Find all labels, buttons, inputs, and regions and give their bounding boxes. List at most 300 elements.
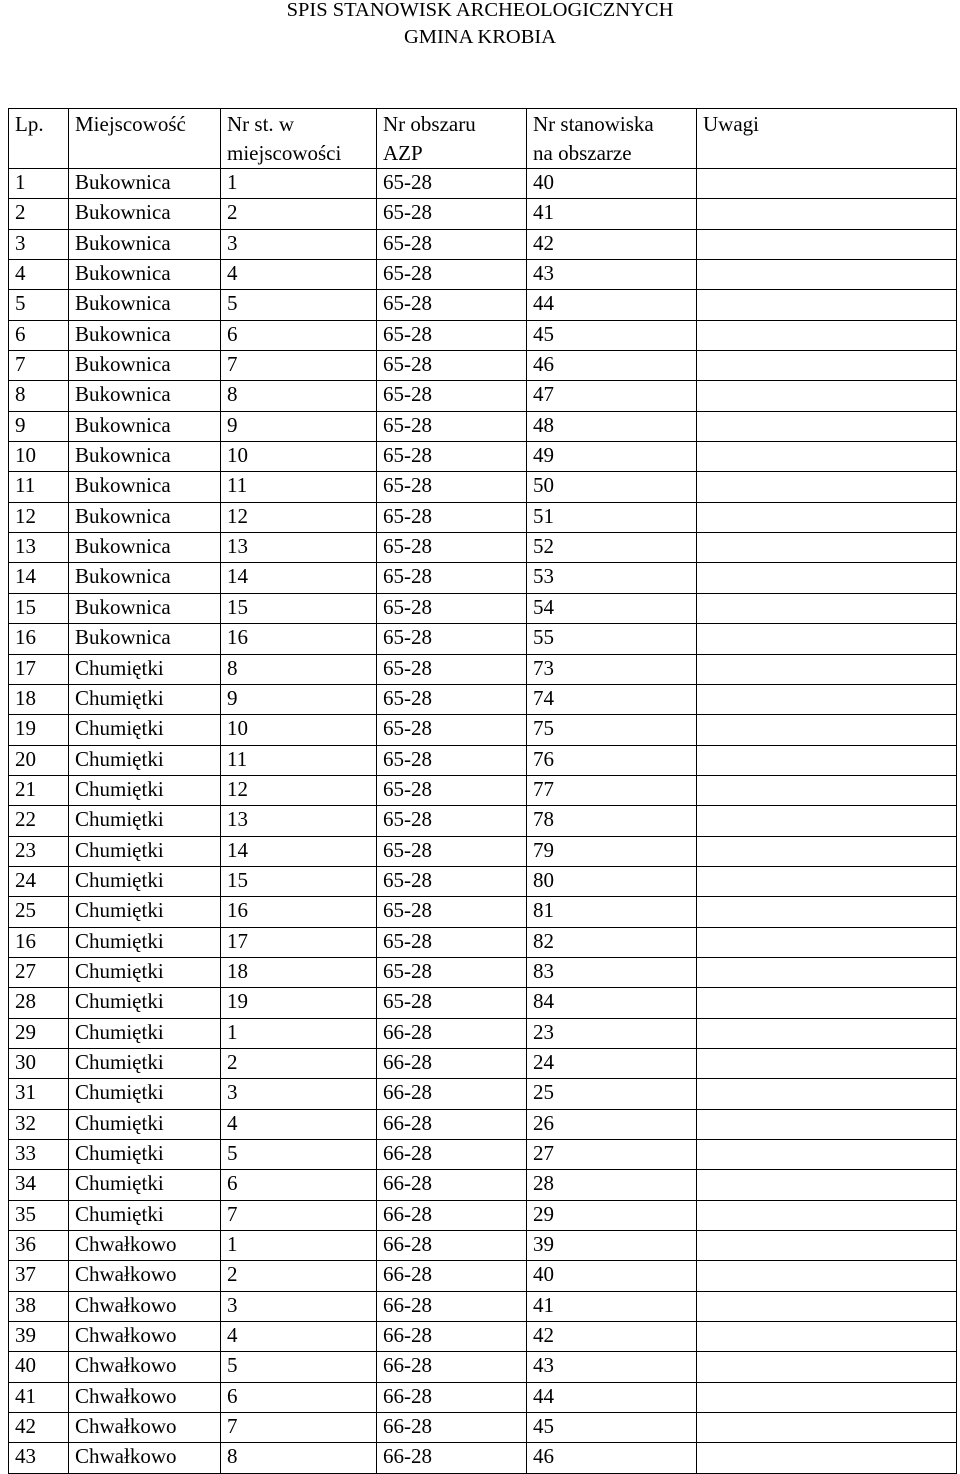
cell-nr-stanowiska: 43 (527, 1352, 697, 1382)
cell-nr-obszaru: 66-28 (377, 1382, 527, 1412)
cell-uwagi (697, 442, 957, 472)
cell-nr-st: 19 (221, 988, 377, 1018)
cell-nr-stanowiska: 73 (527, 654, 697, 684)
cell-lp: 23 (9, 836, 69, 866)
cell-nr-st: 17 (221, 927, 377, 957)
cell-miejscowosc: Chumiętki (69, 745, 221, 775)
cell-nr-stanowiska: 40 (527, 169, 697, 199)
cell-nr-stanowiska: 50 (527, 472, 697, 502)
cell-nr-stanowiska: 83 (527, 957, 697, 987)
cell-nr-st: 8 (221, 1443, 377, 1473)
cell-nr-obszaru: 65-28 (377, 988, 527, 1018)
cell-lp: 24 (9, 866, 69, 896)
cell-nr-st: 11 (221, 472, 377, 502)
cell-nr-obszaru: 65-28 (377, 320, 527, 350)
cell-nr-stanowiska: 25 (527, 1079, 697, 1109)
cell-nr-obszaru: 65-28 (377, 290, 527, 320)
cell-miejscowosc: Bukownica (69, 442, 221, 472)
cell-nr-obszaru: 65-28 (377, 563, 527, 593)
cell-nr-obszaru: 65-28 (377, 411, 527, 441)
cell-nr-stanowiska: 51 (527, 502, 697, 532)
table-row (9, 1231, 957, 1261)
cell-lp: 8 (9, 381, 69, 411)
cell-lp: 11 (9, 472, 69, 502)
cell-nr-st: 13 (221, 806, 377, 836)
cell-uwagi (697, 593, 957, 623)
table-row (9, 866, 957, 896)
cell-nr-obszaru: 65-28 (377, 624, 527, 654)
table-row (9, 1109, 957, 1139)
cell-uwagi (697, 836, 957, 866)
cell-nr-st: 3 (221, 1291, 377, 1321)
cell-lp: 43 (9, 1443, 69, 1473)
cell-nr-st: 15 (221, 866, 377, 896)
cell-nr-st: 5 (221, 1352, 377, 1382)
table-row (9, 715, 957, 745)
header-nr-stanowiska-line1: Nr stanowiska (533, 112, 654, 136)
cell-miejscowosc: Chumiętki (69, 957, 221, 987)
header-nr-obszaru-line1: Nr obszaru (383, 112, 476, 136)
cell-lp: 40 (9, 1352, 69, 1382)
cell-lp: 12 (9, 502, 69, 532)
cell-nr-obszaru: 65-28 (377, 897, 527, 927)
cell-nr-st: 6 (221, 1382, 377, 1412)
table-row (9, 320, 957, 350)
cell-nr-obszaru: 66-28 (377, 1291, 527, 1321)
cell-nr-stanowiska: 52 (527, 533, 697, 563)
cell-miejscowosc: Chumiętki (69, 927, 221, 957)
cell-uwagi (697, 260, 957, 290)
cell-uwagi (697, 654, 957, 684)
cell-lp: 32 (9, 1109, 69, 1139)
cell-miejscowosc: Chwałkowo (69, 1231, 221, 1261)
table-row (9, 593, 957, 623)
cell-nr-obszaru: 66-28 (377, 1261, 527, 1291)
cell-lp: 17 (9, 654, 69, 684)
cell-nr-stanowiska: 29 (527, 1200, 697, 1230)
header-nr-obszaru (377, 109, 527, 169)
cell-nr-stanowiska: 76 (527, 745, 697, 775)
cell-nr-st: 13 (221, 533, 377, 563)
sites-table (8, 108, 957, 1474)
cell-miejscowosc: Chwałkowo (69, 1322, 221, 1352)
cell-miejscowosc: Chwałkowo (69, 1352, 221, 1382)
cell-nr-obszaru: 65-28 (377, 684, 527, 714)
cell-nr-obszaru: 66-28 (377, 1413, 527, 1443)
cell-nr-stanowiska: 40 (527, 1261, 697, 1291)
cell-nr-st: 1 (221, 169, 377, 199)
cell-nr-stanowiska: 26 (527, 1109, 697, 1139)
cell-nr-obszaru: 65-28 (377, 745, 527, 775)
cell-nr-st: 18 (221, 957, 377, 987)
cell-miejscowosc: Bukownica (69, 472, 221, 502)
cell-nr-st: 12 (221, 775, 377, 805)
cell-uwagi (697, 957, 957, 987)
cell-nr-obszaru: 65-28 (377, 654, 527, 684)
cell-uwagi (697, 1200, 957, 1230)
table-row (9, 260, 957, 290)
cell-uwagi (697, 563, 957, 593)
cell-lp: 5 (9, 290, 69, 320)
cell-uwagi (697, 897, 957, 927)
cell-nr-st: 3 (221, 1079, 377, 1109)
cell-uwagi (697, 1352, 957, 1382)
cell-miejscowosc: Chumiętki (69, 988, 221, 1018)
cell-nr-stanowiska: 44 (527, 1382, 697, 1412)
cell-miejscowosc: Chumiętki (69, 654, 221, 684)
table-row (9, 563, 957, 593)
cell-lp: 4 (9, 260, 69, 290)
cell-uwagi (697, 866, 957, 896)
cell-lp: 22 (9, 806, 69, 836)
cell-nr-stanowiska: 27 (527, 1140, 697, 1170)
cell-uwagi (697, 806, 957, 836)
cell-nr-st: 4 (221, 260, 377, 290)
cell-uwagi (697, 1079, 957, 1109)
table-row (9, 1200, 957, 1230)
cell-nr-obszaru: 65-28 (377, 836, 527, 866)
cell-lp: 21 (9, 775, 69, 805)
cell-nr-stanowiska: 44 (527, 290, 697, 320)
cell-lp: 35 (9, 1200, 69, 1230)
cell-miejscowosc: Chumiętki (69, 1170, 221, 1200)
cell-uwagi (697, 1170, 957, 1200)
cell-nr-st: 10 (221, 442, 377, 472)
table-row (9, 806, 957, 836)
cell-lp: 29 (9, 1018, 69, 1048)
cell-lp: 6 (9, 320, 69, 350)
cell-lp: 16 (9, 624, 69, 654)
cell-nr-obszaru: 65-28 (377, 502, 527, 532)
cell-miejscowosc: Chumiętki (69, 1079, 221, 1109)
cell-nr-obszaru: 65-28 (377, 169, 527, 199)
cell-uwagi (697, 1048, 957, 1078)
cell-lp: 13 (9, 533, 69, 563)
cell-nr-stanowiska: 42 (527, 229, 697, 259)
table-row (9, 775, 957, 805)
cell-nr-st: 16 (221, 897, 377, 927)
cell-miejscowosc: Bukownica (69, 260, 221, 290)
cell-nr-st: 8 (221, 381, 377, 411)
table-row (9, 988, 957, 1018)
cell-lp: 33 (9, 1140, 69, 1170)
cell-nr-obszaru: 66-28 (377, 1048, 527, 1078)
cell-nr-st: 2 (221, 1048, 377, 1078)
cell-lp: 14 (9, 563, 69, 593)
cell-nr-obszaru: 65-28 (377, 957, 527, 987)
cell-nr-obszaru: 66-28 (377, 1109, 527, 1139)
cell-miejscowosc: Bukownica (69, 320, 221, 350)
cell-nr-obszaru: 66-28 (377, 1352, 527, 1382)
table-row (9, 897, 957, 927)
table-row (9, 502, 957, 532)
cell-nr-stanowiska: 39 (527, 1231, 697, 1261)
table-row (9, 1322, 957, 1352)
table-row (9, 957, 957, 987)
cell-nr-stanowiska: 24 (527, 1048, 697, 1078)
cell-nr-obszaru: 65-28 (377, 199, 527, 229)
cell-uwagi (697, 229, 957, 259)
table-row (9, 533, 957, 563)
table-row (9, 654, 957, 684)
cell-nr-st: 15 (221, 593, 377, 623)
cell-lp: 42 (9, 1413, 69, 1443)
header-miejscowosc (69, 109, 221, 169)
cell-lp: 19 (9, 715, 69, 745)
cell-nr-stanowiska: 47 (527, 381, 697, 411)
table-row (9, 351, 957, 381)
cell-nr-obszaru: 66-28 (377, 1140, 527, 1170)
cell-lp: 28 (9, 988, 69, 1018)
table-row (9, 684, 957, 714)
cell-nr-obszaru: 65-28 (377, 866, 527, 896)
cell-uwagi (697, 624, 957, 654)
table-row (9, 1018, 957, 1048)
table-row (9, 472, 957, 502)
cell-lp: 34 (9, 1170, 69, 1200)
cell-miejscowosc: Bukownica (69, 229, 221, 259)
cell-miejscowosc: Chumiętki (69, 1018, 221, 1048)
cell-nr-st: 5 (221, 1140, 377, 1170)
cell-miejscowosc: Bukownica (69, 381, 221, 411)
document-title: SPIS STANOWISK ARCHEOLOGICZNYCH (286, 0, 674, 21)
cell-nr-st: 12 (221, 502, 377, 532)
cell-nr-st: 4 (221, 1109, 377, 1139)
cell-nr-stanowiska: 23 (527, 1018, 697, 1048)
cell-nr-stanowiska: 82 (527, 927, 697, 957)
cell-miejscowosc: Chumiętki (69, 836, 221, 866)
cell-nr-obszaru: 66-28 (377, 1170, 527, 1200)
cell-nr-st: 1 (221, 1231, 377, 1261)
cell-nr-obszaru: 65-28 (377, 715, 527, 745)
cell-lp: 9 (9, 411, 69, 441)
cell-miejscowosc: Bukownica (69, 199, 221, 229)
cell-miejscowosc: Bukownica (69, 563, 221, 593)
cell-miejscowosc: Bukownica (69, 533, 221, 563)
table-row (9, 1382, 957, 1412)
table-row (9, 927, 957, 957)
cell-nr-stanowiska: 45 (527, 1413, 697, 1443)
table-row (9, 229, 957, 259)
cell-uwagi (697, 533, 957, 563)
cell-nr-stanowiska: 74 (527, 684, 697, 714)
cell-lp: 27 (9, 957, 69, 987)
cell-nr-stanowiska: 77 (527, 775, 697, 805)
cell-uwagi (697, 169, 957, 199)
cell-uwagi (697, 502, 957, 532)
cell-uwagi (697, 290, 957, 320)
cell-miejscowosc: Chumiętki (69, 684, 221, 714)
cell-nr-obszaru: 65-28 (377, 593, 527, 623)
table-row (9, 1291, 957, 1321)
header-uwagi-line1: Uwagi (703, 112, 759, 136)
header-nr-st-line1: Nr st. w (227, 112, 295, 136)
cell-uwagi (697, 199, 957, 229)
cell-uwagi (697, 1261, 957, 1291)
table-row (9, 1048, 957, 1078)
cell-uwagi (697, 1018, 957, 1048)
cell-lp: 41 (9, 1382, 69, 1412)
cell-miejscowosc: Chumiętki (69, 775, 221, 805)
cell-nr-stanowiska: 53 (527, 563, 697, 593)
cell-uwagi (697, 927, 957, 957)
cell-lp: 25 (9, 897, 69, 927)
cell-nr-obszaru: 65-28 (377, 351, 527, 381)
header-nr-st-line2: miejscowości (227, 141, 342, 165)
cell-nr-st: 14 (221, 563, 377, 593)
cell-miejscowosc: Chwałkowo (69, 1443, 221, 1473)
cell-miejscowosc: Bukownica (69, 351, 221, 381)
cell-lp: 18 (9, 684, 69, 714)
table-row (9, 1352, 957, 1382)
cell-uwagi (697, 1322, 957, 1352)
cell-nr-stanowiska: 46 (527, 351, 697, 381)
cell-uwagi (697, 775, 957, 805)
cell-nr-st: 10 (221, 715, 377, 745)
cell-nr-stanowiska: 80 (527, 866, 697, 896)
table-row (9, 1140, 957, 1170)
cell-nr-obszaru: 65-28 (377, 472, 527, 502)
cell-lp: 1 (9, 169, 69, 199)
cell-nr-obszaru: 65-28 (377, 381, 527, 411)
cell-nr-st: 9 (221, 411, 377, 441)
table-header-row (9, 109, 957, 169)
cell-nr-stanowiska: 54 (527, 593, 697, 623)
table-row (9, 1443, 957, 1473)
header-lp (9, 109, 69, 169)
cell-lp: 38 (9, 1291, 69, 1321)
cell-miejscowosc: Bukownica (69, 411, 221, 441)
cell-nr-obszaru: 65-28 (377, 260, 527, 290)
table-body (9, 169, 957, 1474)
cell-miejscowosc: Chumiętki (69, 1200, 221, 1230)
cell-nr-stanowiska: 45 (527, 320, 697, 350)
table-row (9, 442, 957, 472)
table-row (9, 1079, 957, 1109)
cell-miejscowosc: Chumiętki (69, 866, 221, 896)
cell-nr-obszaru: 66-28 (377, 1079, 527, 1109)
cell-miejscowosc: Bukownica (69, 502, 221, 532)
cell-nr-stanowiska: 46 (527, 1443, 697, 1473)
cell-nr-st: 9 (221, 684, 377, 714)
cell-uwagi (697, 1140, 957, 1170)
cell-nr-stanowiska: 78 (527, 806, 697, 836)
cell-miejscowosc: Bukownica (69, 624, 221, 654)
cell-uwagi (697, 381, 957, 411)
cell-lp: 37 (9, 1261, 69, 1291)
cell-miejscowosc: Chumiętki (69, 806, 221, 836)
cell-nr-obszaru: 65-28 (377, 229, 527, 259)
cell-miejscowosc: Bukownica (69, 290, 221, 320)
cell-miejscowosc: Chumiętki (69, 1048, 221, 1078)
table-row (9, 836, 957, 866)
document-subtitle: GMINA KROBIA (403, 26, 557, 48)
cell-nr-st: 7 (221, 1413, 377, 1443)
header-nr-stanowiska (527, 109, 697, 169)
cell-lp: 15 (9, 593, 69, 623)
cell-nr-st: 5 (221, 290, 377, 320)
cell-nr-st: 2 (221, 1261, 377, 1291)
cell-nr-obszaru: 65-28 (377, 806, 527, 836)
cell-uwagi (697, 1109, 957, 1139)
cell-nr-st: 11 (221, 745, 377, 775)
cell-nr-stanowiska: 42 (527, 1322, 697, 1352)
cell-miejscowosc: Chumiętki (69, 715, 221, 745)
cell-lp: 3 (9, 229, 69, 259)
cell-miejscowosc: Chwałkowo (69, 1382, 221, 1412)
header-nr-obszaru-line2: AZP (383, 141, 423, 165)
header-miejscowosc-line1: Miejscowość (75, 112, 186, 136)
cell-uwagi (697, 684, 957, 714)
cell-uwagi (697, 411, 957, 441)
cell-miejscowosc: Bukownica (69, 169, 221, 199)
cell-nr-stanowiska: 28 (527, 1170, 697, 1200)
cell-nr-stanowiska: 81 (527, 897, 697, 927)
cell-miejscowosc: Chumiętki (69, 1140, 221, 1170)
cell-nr-stanowiska: 79 (527, 836, 697, 866)
cell-miejscowosc: Chumiętki (69, 1109, 221, 1139)
header-lp-line1: Lp. (15, 112, 44, 136)
cell-nr-stanowiska: 49 (527, 442, 697, 472)
cell-miejscowosc: Chwałkowo (69, 1261, 221, 1291)
cell-nr-st: 7 (221, 1200, 377, 1230)
cell-nr-obszaru: 65-28 (377, 775, 527, 805)
cell-nr-st: 1 (221, 1018, 377, 1048)
cell-nr-stanowiska: 43 (527, 260, 697, 290)
table-row (9, 199, 957, 229)
cell-miejscowosc: Bukownica (69, 593, 221, 623)
cell-nr-obszaru: 66-28 (377, 1322, 527, 1352)
cell-uwagi (697, 1291, 957, 1321)
table-row (9, 381, 957, 411)
cell-lp: 16 (9, 927, 69, 957)
cell-miejscowosc: Chwałkowo (69, 1413, 221, 1443)
cell-nr-st: 7 (221, 351, 377, 381)
header-nr-st (221, 109, 377, 169)
cell-nr-obszaru: 66-28 (377, 1018, 527, 1048)
cell-nr-obszaru: 65-28 (377, 927, 527, 957)
cell-nr-st: 6 (221, 1170, 377, 1200)
header-uwagi (697, 109, 957, 169)
table-row (9, 411, 957, 441)
cell-lp: 31 (9, 1079, 69, 1109)
cell-nr-stanowiska: 84 (527, 988, 697, 1018)
cell-miejscowosc: Chwałkowo (69, 1291, 221, 1321)
cell-uwagi (697, 351, 957, 381)
cell-lp: 30 (9, 1048, 69, 1078)
cell-nr-stanowiska: 55 (527, 624, 697, 654)
cell-uwagi (697, 715, 957, 745)
cell-nr-obszaru: 65-28 (377, 533, 527, 563)
cell-lp: 36 (9, 1231, 69, 1261)
cell-nr-st: 2 (221, 199, 377, 229)
table-row (9, 1261, 957, 1291)
cell-uwagi (697, 1231, 957, 1261)
cell-nr-obszaru: 66-28 (377, 1231, 527, 1261)
cell-uwagi (697, 1382, 957, 1412)
cell-uwagi (697, 988, 957, 1018)
header-nr-stanowiska-line2: na obszarze (533, 141, 632, 165)
cell-lp: 20 (9, 745, 69, 775)
table-row (9, 1170, 957, 1200)
table-row (9, 169, 957, 199)
cell-nr-stanowiska: 41 (527, 1291, 697, 1321)
cell-miejscowosc: Chumiętki (69, 897, 221, 927)
cell-nr-st: 16 (221, 624, 377, 654)
cell-nr-st: 14 (221, 836, 377, 866)
cell-nr-stanowiska: 48 (527, 411, 697, 441)
cell-uwagi (697, 1443, 957, 1473)
